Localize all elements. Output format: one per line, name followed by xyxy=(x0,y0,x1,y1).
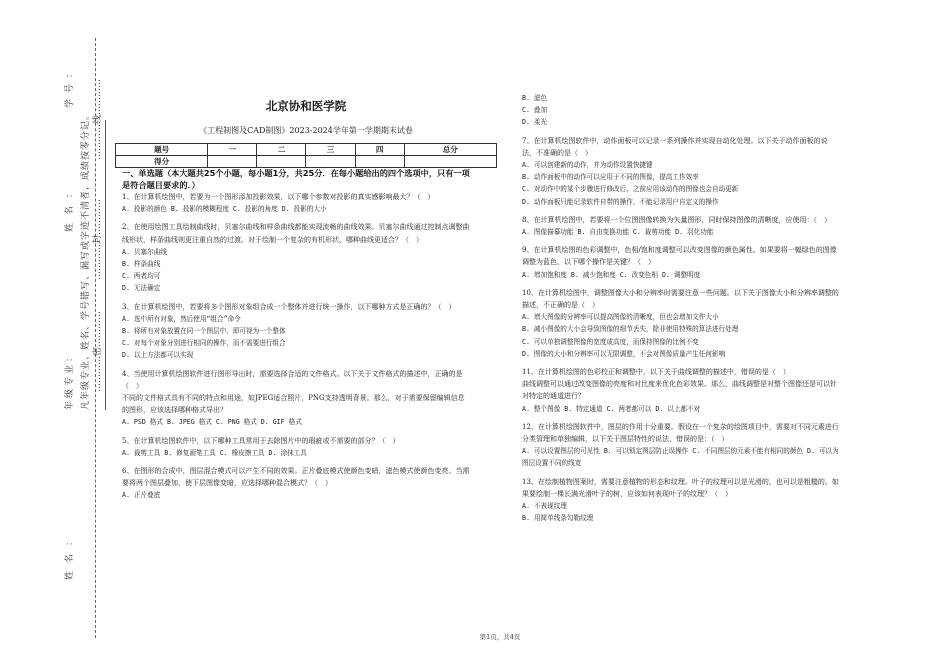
option: A. 不表现纹理 xyxy=(522,502,567,511)
score-cell xyxy=(208,156,257,168)
question-9: 9、在计算机绘图的色彩调整中，色相/饱和度调整可以改变图像的颜色属性。如果要将一幅绿色的图像调整为蓝色，以下哪个操作是关键？（ ） xyxy=(522,246,837,267)
score-cell xyxy=(355,156,404,168)
score-header-cell: 一 xyxy=(208,144,257,156)
option: A. 选中所有对象，然后使用“组合”命令 xyxy=(122,314,241,323)
left-column xyxy=(122,167,470,502)
option: D. 柔光 xyxy=(522,118,548,127)
option: B. 动作面板中的动作可以应用于不同的图像，提高工作效率 xyxy=(522,173,699,182)
question-12-options: A. 可以设置图层的可见性 B. 可以锁定图层防止误操作 C. 不同图层的元素不能有相同的颜色 D. 可以为图层设置不同的线宽 xyxy=(522,447,839,468)
question-9-options: A. 增加饱和度 B. 减少饱和度 C. 改变色相 D. 调整明度 xyxy=(522,270,701,279)
question-11-options: A. 整个图像 B. 特定通道 C. 两者都可以 D. 以上都不对 xyxy=(522,404,701,413)
score-header-cell: 三 xyxy=(306,144,355,156)
option: A. 增大图像的分辨率可以提高图像的清晰度，但也会增加文件大小 xyxy=(522,313,719,322)
option: C. 叠加 xyxy=(522,106,548,115)
student-id-label: 学号： xyxy=(65,62,75,108)
question-11-body: 曲线调整可以通过改变图像的亮度和对比度来优化色彩效果。那么，曲线调整是对整个图像还是可以针对特定的通道进行？ xyxy=(522,380,837,401)
option: C. 两者均可 xyxy=(122,272,161,281)
right-column xyxy=(522,92,840,525)
option: B. 减小图像的大小会导致图像的细节丢失，除非使用特殊的算法进行处理 xyxy=(522,325,739,334)
seal-feng: …………封………… xyxy=(93,198,103,280)
question-4-options: A. PSD 格式 B. JPEG 格式 C. PNG 格式 D. GIF 格式 xyxy=(122,418,302,427)
score-cell xyxy=(404,156,496,168)
question-5-options: A. 裁剪工具 B. 修复画笔工具 C. 橡皮擦工具 D. 涂抹工具 xyxy=(122,448,307,457)
option: D. 动作面板只能记录软件自带的操作，不能记录用户自定义的操作 xyxy=(522,197,719,206)
question-1: 1、在计算机绘图中，若要为一个图形添加投影效果，以下哪个参数对投影的真实感影响最大？（ ） xyxy=(122,193,435,201)
school-title: 北京协和医学院 xyxy=(265,99,347,113)
question-11: 11、在计算机绘图的色彩校正和调整中，以下关于曲线调整的描述中，错误的是（ ） xyxy=(522,368,790,377)
option: A. 可以创建新的动作，并为动作设置快捷键 xyxy=(522,161,653,170)
name-label: 姓名： xyxy=(65,180,75,232)
score-cell xyxy=(257,156,306,168)
option: C. 可以单独调整图像的宽度或高度，而保持图像的比例不变 xyxy=(522,337,699,346)
question-8: 8、在计算机绘图中，若要将一个位图图像转换为矢量图形，同时保持图像的清晰度，应使用：（ ） xyxy=(522,215,831,224)
score-table-header-row xyxy=(116,144,497,156)
seal-mi: …………密………… xyxy=(93,310,103,392)
question-12: 12、在计算机绘图软件中，图层的作用十分重要。假设在一个复杂的绘图项目中，需要对不同元素进行分类管理和单独编辑，以下关于图层特性的说法，错误的是：（ ） xyxy=(522,422,839,444)
option: C. 对动作中的某个步骤进行修改后，之前应用该动作的图像也会自动更新 xyxy=(522,185,739,194)
question-5: 5、在计算机绘图软件中，以下哪种工具常用于去除图片中的瑕疵或不需要的部分？（ ） xyxy=(122,436,400,445)
option: D. 无法确定 xyxy=(122,284,161,293)
page-footer: 第1页，共4页 xyxy=(479,633,521,641)
binding-solid-line xyxy=(105,120,106,410)
option: C. 对每个对象分别进行相同的操作，而不需要进行组合 xyxy=(122,339,286,348)
score-table-score-row xyxy=(116,156,497,168)
option: A. 贝塞尔曲线 xyxy=(122,247,167,256)
option: B. 用简单线条勾勒纹理 xyxy=(522,514,594,523)
question-4-body: 不同的文件格式具有不同的特点和用途，如JPEG适合照片，PNG支持透明背景。那么，对于需要保留编辑信息的图形，应该选择哪种格式导出？ xyxy=(122,394,465,415)
option: B. 样条曲线 xyxy=(122,260,161,269)
question-4: 4、当使用计算机绘图软件进行图形导出时，需要选择合适的文件格式。以下关于文件格式的描述中，正确的是（ ） xyxy=(122,369,463,390)
score-row-label: 得分 xyxy=(116,156,208,168)
question-8-options: A. 图像描摹功能 B. 自由变换功能 C. 裁剪功能 D. 羽化功能 xyxy=(522,228,714,237)
score-header-cell: 四 xyxy=(355,144,404,156)
score-cell xyxy=(306,156,355,168)
score-table xyxy=(115,143,497,168)
seal-xian: …………线………… xyxy=(93,78,103,160)
score-header-cell: 总分 xyxy=(404,144,496,156)
major-label: 年级专业： xyxy=(65,349,75,410)
option: A. 正片叠底 xyxy=(122,491,161,500)
binding-notice: 凡年级专业、姓名、学号错写、漏写或字迹不清者，成绩按零分记。 xyxy=(81,109,91,410)
question-3: 3、在计算机绘图中，若要将多个图形对象组合成一个整体并进行统一操作，以下哪种方式是正确的？（ ） xyxy=(122,302,456,311)
section-title: 一、单选题（本大题共25个小题，每小题1分，共25分．在每小题给出的四个选项中，只有一项是符合题目要求的．） xyxy=(122,168,470,190)
question-10: 10、在计算机绘图中，调整图像大小和分辨率时需要注意一些问题。以下关于图像大小和分辨率调整的描述，不正确的是（ ） xyxy=(522,288,839,310)
exam-subtitle: 《工程制图及CAD制图》2023-2024学年第一学期期末试卷 xyxy=(199,126,413,135)
name-label-left: 姓名： xyxy=(65,528,75,580)
option: B. 将所有对象放置在同一个图层中，即可视为一个整体 xyxy=(122,327,286,336)
question-1-options: A. 投影的颜色 B. 投影的模糊程度 C. 投影的角度 D. 投影的大小 xyxy=(122,205,327,214)
option: D. 以上方法都可以实现 xyxy=(122,351,194,360)
question-7: 7、在计算机绘图软件中，动作面板可以记录一系列操作并实现自动化处理。以下关于动作面板的说法，不准确的是（ ） xyxy=(522,136,828,157)
option: B. 滤色 xyxy=(522,94,548,102)
question-13: 13、在绘制植物图案时，需要注意植物的形态和纹理。叶子的纹理可以是光滑的，也可以是粗糙的。如果要绘制一棵长满光滑叶子的树，应该如何表现叶子的纹理？（ ） xyxy=(522,477,839,498)
option: D. 图像的大小和分辨率可以无限调整，不会对图像质量产生任何影响 xyxy=(522,349,726,358)
score-header-cell: 二 xyxy=(257,144,306,156)
question-6: 6、在图形的合成中，图层混合模式可以产生不同的效果。正片叠底模式使颜色变暗，滤色模式使颜色变亮。当需要将两个图层叠加，使下层图像变暗，应选择哪种混合模式？（ ） xyxy=(122,467,470,488)
question-2: 2、在使用绘图工具绘制曲线时，贝塞尔曲线和样条曲线都能实现流畅的曲线效果。贝塞尔曲线通过控制点调整曲线形状，样条曲线则更注重自然的过渡。对于绘制一个复杂的有机形状，哪种曲线更适合？（ ） xyxy=(122,223,470,244)
score-header-cell: 题号 xyxy=(116,144,208,156)
